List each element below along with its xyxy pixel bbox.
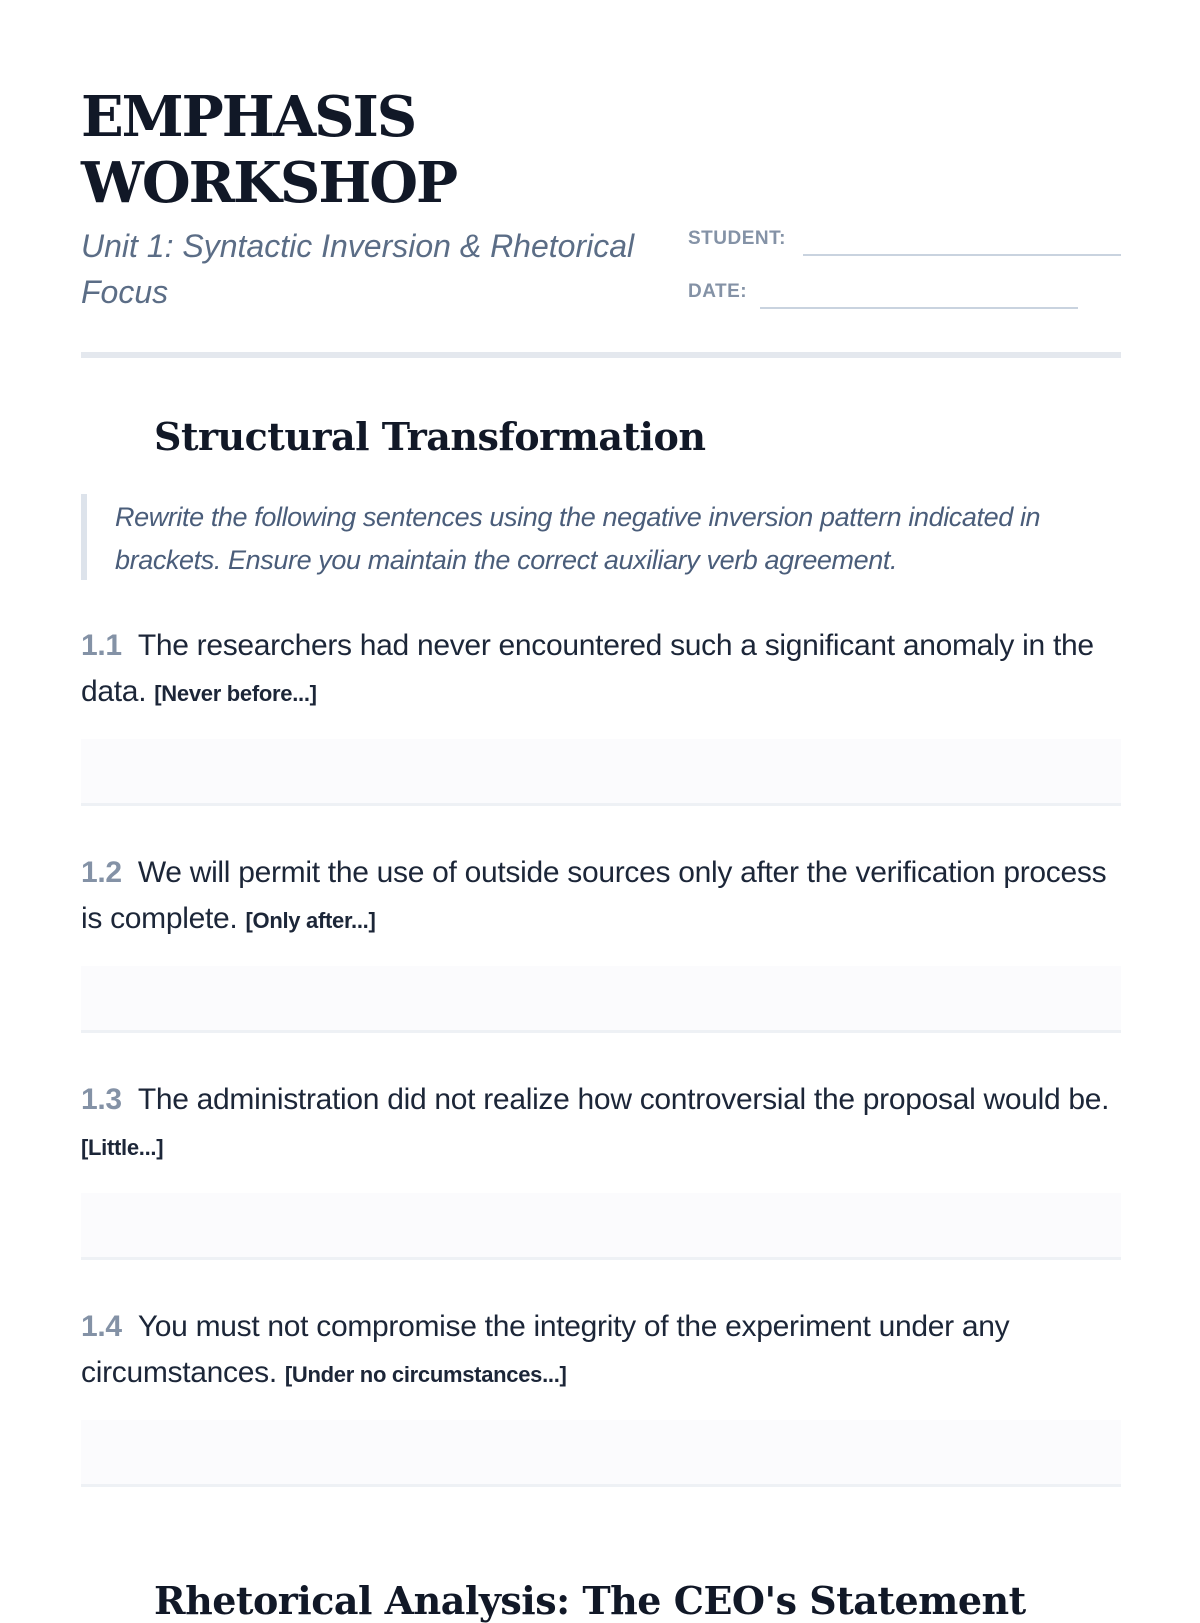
section-title-rhetorical: Rhetorical Analysis: The CEO's Statement xyxy=(154,1578,1026,1623)
question-text xyxy=(81,1077,1121,1171)
section-title-structural: Structural Transformation xyxy=(154,414,706,459)
question-hint: [Never before...] xyxy=(154,681,317,706)
student-label: STUDENT: xyxy=(688,228,786,249)
instruction-callout xyxy=(81,494,1121,580)
question-number: 1.3 xyxy=(81,1083,122,1116)
question-hint: [Only after...] xyxy=(245,908,376,933)
title-line-1: EMPHASIS xyxy=(81,84,416,150)
question-hint: [Little...] xyxy=(81,1135,164,1160)
question-sentence: The researchers had never encountered such a significant anomaly in the data. xyxy=(81,629,1094,708)
answer-field[interactable] xyxy=(81,1420,1121,1487)
question-1-2 xyxy=(81,850,1121,1033)
title-line-2: WORKSHOP xyxy=(81,150,457,216)
question-sentence: You must not compromise the integrity of the experiment under any circumstances. xyxy=(81,1310,1010,1389)
date-line[interactable] xyxy=(760,307,1078,309)
unit-subtitle: Unit 1: Syntactic Inversion & Rhetorical Focus xyxy=(81,228,635,310)
question-1-3 xyxy=(81,1077,1121,1260)
date-label: DATE: xyxy=(688,281,748,302)
question-number: 1.1 xyxy=(81,629,122,662)
header-divider xyxy=(81,352,1121,358)
worksheet-title xyxy=(81,84,456,216)
worksheet-header xyxy=(81,0,1121,360)
student-name-line[interactable] xyxy=(803,254,1121,256)
answer-field[interactable] xyxy=(81,1193,1121,1260)
question-text xyxy=(81,850,1121,944)
question-sentence: The administration did not realize how controversial the proposal would be. xyxy=(137,1083,1110,1116)
question-sentence: We will permit the use of outside sources only after the verification process is complete. xyxy=(81,856,1107,935)
question-number: 1.4 xyxy=(81,1310,122,1343)
worksheet-page xyxy=(81,0,1121,1623)
answer-field[interactable] xyxy=(81,966,1121,1033)
answer-field[interactable] xyxy=(81,739,1121,806)
question-1-4 xyxy=(81,1304,1121,1487)
question-number: 1.2 xyxy=(81,856,122,889)
instruction-text: Rewrite the following sentences using the negative inversion pattern indicated in brackets. Ensure you maintain the correct auxiliary verb agreement. xyxy=(115,502,1041,575)
question-hint: [Under no circumstances...] xyxy=(284,1362,567,1387)
question-text xyxy=(81,1304,1121,1398)
question-1-1 xyxy=(81,623,1121,806)
question-text xyxy=(81,623,1121,717)
